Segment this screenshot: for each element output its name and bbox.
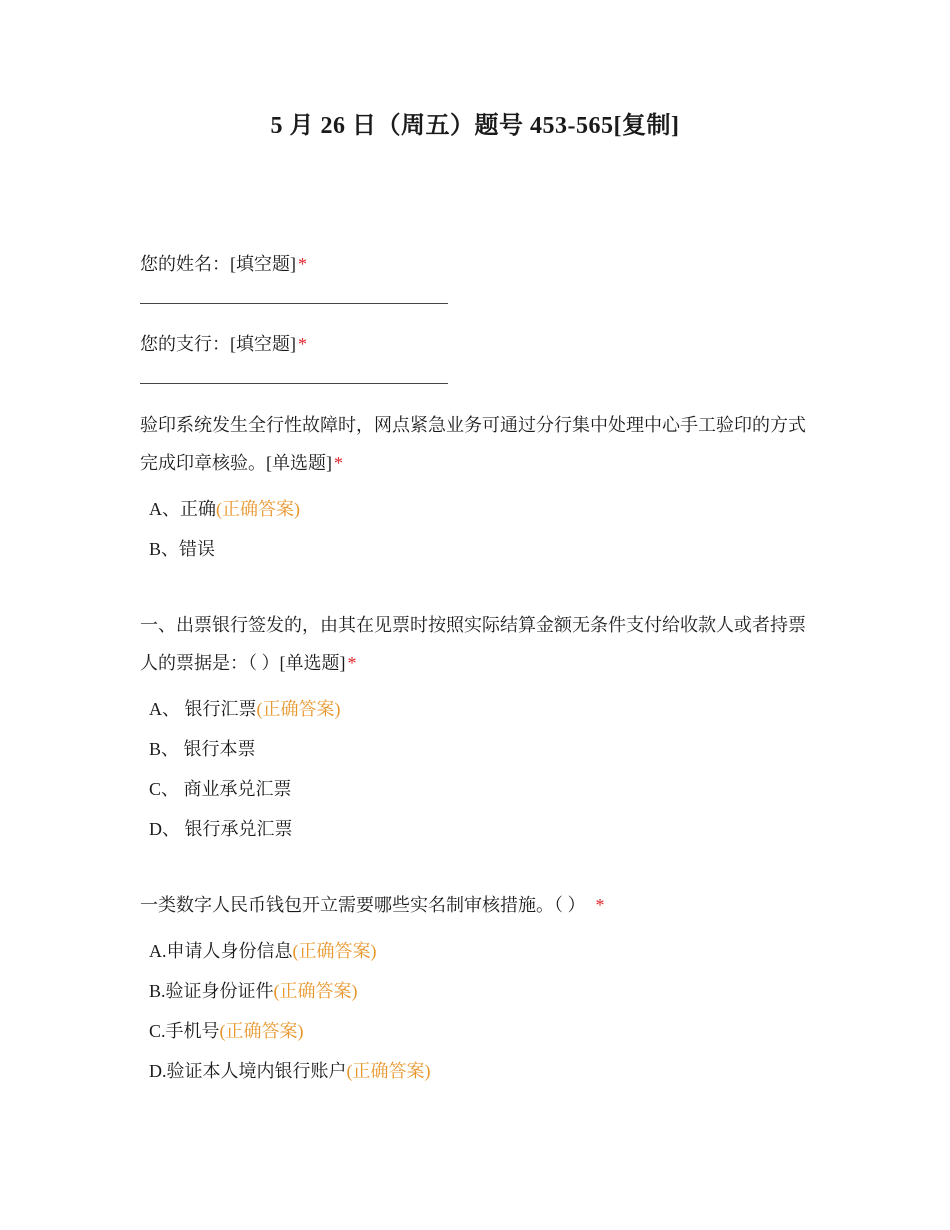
option-b[interactable] xyxy=(149,976,358,1006)
question-stem: 您的姓名：[填空题] xyxy=(140,254,296,274)
required-mark: * xyxy=(595,895,605,915)
correct-answer-tag: (正确答案) xyxy=(346,1061,431,1081)
option-label: C.手机号 xyxy=(149,1021,220,1041)
option-a[interactable] xyxy=(149,694,341,724)
option-a[interactable] xyxy=(149,936,377,966)
question-branch xyxy=(140,325,820,384)
option-label: A.申请人身份信息 xyxy=(149,941,293,961)
question-stem: 一、出票银行签发的，由其在见票时按照实际结算金额无条件支付给收款人或者持票人的票据是：（ ）[单选题] xyxy=(140,615,806,673)
question-bill-type xyxy=(140,606,820,682)
correct-answer-tag: (正确答案) xyxy=(219,1021,304,1041)
name-blank-field[interactable] xyxy=(140,303,448,304)
required-mark: * xyxy=(334,453,343,473)
question-digital-wallet xyxy=(140,886,820,924)
option-label: B、 银行本票 xyxy=(149,739,256,759)
required-mark: * xyxy=(298,254,307,274)
question-stem: 您的支行：[填空题] xyxy=(140,334,296,354)
option-d[interactable] xyxy=(149,814,293,844)
option-c[interactable] xyxy=(149,774,292,804)
option-c[interactable] xyxy=(149,1016,304,1046)
correct-answer-tag: (正确答案) xyxy=(256,699,341,719)
option-label: D、 银行承兑汇票 xyxy=(149,819,293,839)
option-label: B、错误 xyxy=(149,539,216,559)
correct-answer-tag: (正确答案) xyxy=(292,941,377,961)
page-title: 5 月 26 日（周五）题号 453-565[复制] xyxy=(270,113,680,139)
option-label: B.验证身份证件 xyxy=(149,981,274,1001)
required-mark: * xyxy=(298,334,307,354)
question-stem: 一类数字人民币钱包开立需要哪些实名制审核措施。（ ） xyxy=(140,895,586,915)
question-seal-verification xyxy=(140,406,820,482)
branch-blank-field[interactable] xyxy=(140,383,448,384)
option-b[interactable] xyxy=(149,534,215,564)
correct-answer-tag: (正确答案) xyxy=(216,499,300,519)
option-b[interactable] xyxy=(149,734,256,764)
option-label: A、 银行汇票 xyxy=(149,699,257,719)
question-name xyxy=(140,245,820,304)
question-stem: 验印系统发生全行性故障时，网点紧急业务可通过分行集中处理中心手工验印的方式完成印章核验。[单选题] xyxy=(140,415,806,473)
option-d[interactable] xyxy=(149,1056,431,1086)
correct-answer-tag: (正确答案) xyxy=(273,981,358,1001)
option-label: C、 商业承兑汇票 xyxy=(149,779,292,799)
option-label: A、正确 xyxy=(149,499,216,519)
option-label: D.验证本人境内银行账户 xyxy=(149,1061,347,1081)
option-a[interactable] xyxy=(149,494,300,524)
required-mark: * xyxy=(347,653,357,673)
